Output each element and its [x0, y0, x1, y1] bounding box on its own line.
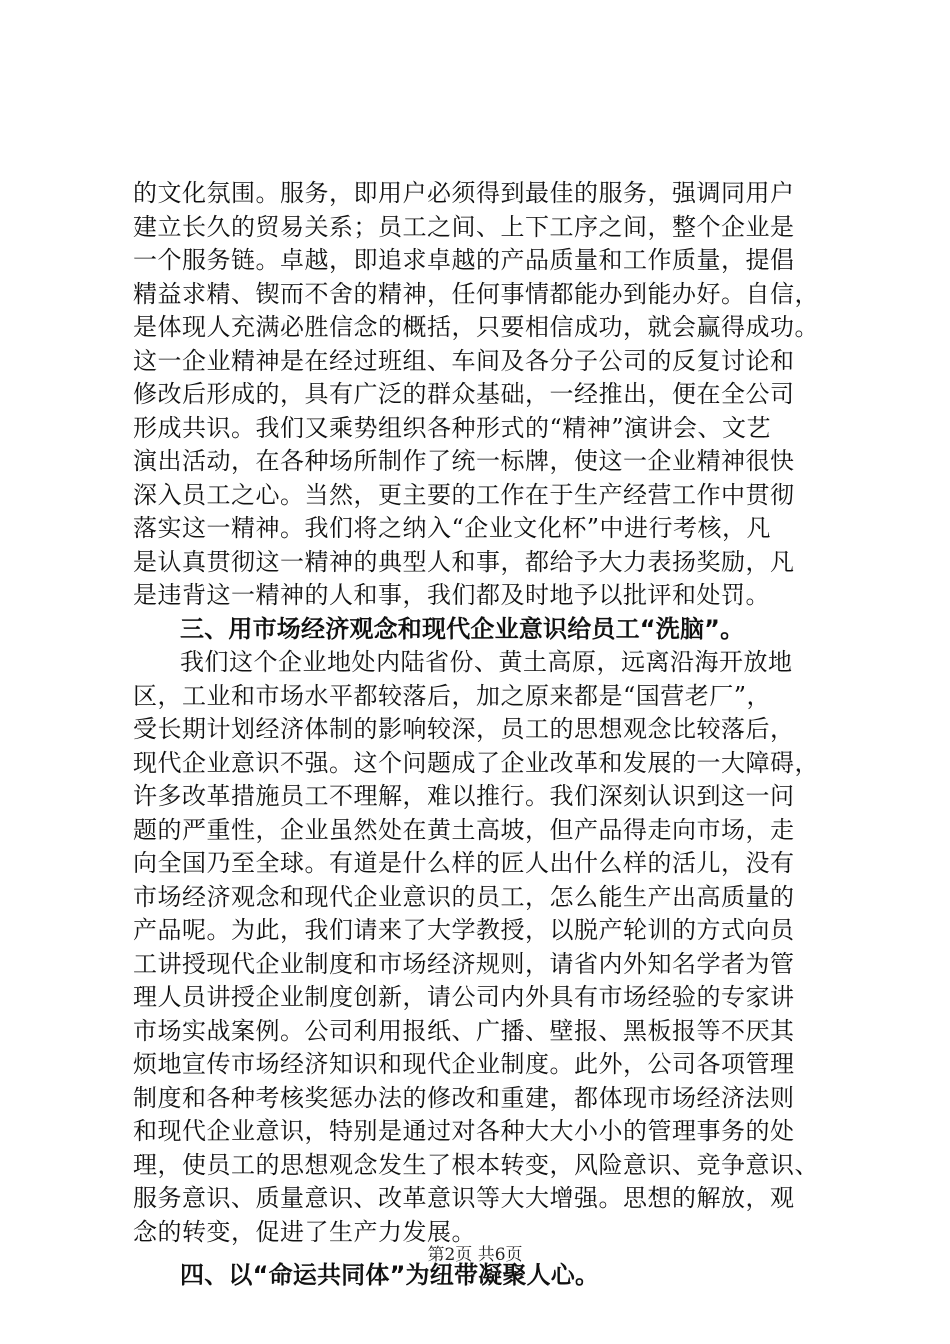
paragraph-first-line: 我们这个企业地处内陆省份、黄土高原，远离沿海开放地: [180, 648, 793, 676]
body-line: 的文化氛围。服务，即用户必须得到最佳的服务，强调同用户: [133, 179, 795, 207]
body-line: 产品呢。为此，我们请来了大学教授，以脱产轮训的方式向员: [133, 916, 795, 944]
body-line: 制度和各种考核奖惩办法的修改和重建，都体现市场经济法则: [133, 1083, 795, 1112]
section-heading-four: 四、以“命运共同体”为纽带凝聚人心。: [180, 1261, 600, 1289]
body-line: 市场实战案例。公司利用报纸、广播、壁报、黑板报等不厌其: [133, 1016, 795, 1045]
body-line: 建立长久的贸易关系；员工之间、上下工序之间，整个企业是: [133, 212, 795, 241]
body-line: 理，使员工的思想观念发生了根本转变，风险意识、竞争意识、: [133, 1150, 819, 1179]
body-line: 向全国乃至全球。有道是什么样的匠人出什么样的活儿，没有: [133, 849, 795, 877]
document-body: [133, 177, 853, 1293]
body-line: 是认真贯彻这一精神的典型人和事，都给予大力表扬奖励，凡: [133, 547, 795, 576]
page-number-footer: 第2页 共6页: [427, 1245, 523, 1265]
body-line: 烦地宣传市场经济知识和现代企业制度。此外，公司各项管理: [133, 1050, 795, 1078]
body-line: 深入员工之心。当然，更主要的工作在于生产经营工作中贯彻: [133, 480, 795, 509]
body-line: 一个服务链。卓越，即追求卓越的产品质量和工作质量，提倡: [133, 246, 795, 274]
body-line: 修改后形成的，具有广泛的群众基础，一经推出，便在全公司: [133, 380, 795, 408]
body-line: 工讲授现代企业制度和市场经济规则，请省内外知名学者为管: [133, 949, 795, 978]
body-line: 这一企业精神是在经过班组、车间及各分子公司的反复讨论和: [133, 346, 795, 375]
body-line: 是体现人充满必胜信念的概括，只要相信成功，就会赢得成功。: [133, 313, 819, 341]
section-heading-three: 三、用市场经济观念和现代企业意识给员工“洗脑”。: [180, 614, 745, 643]
body-line: 区，工业和市场水平都较落后，加之原来都是“国营老厂”，: [133, 681, 772, 710]
body-line: 是违背这一精神的人和事，我们都及时地予以批评和处罚。: [133, 581, 770, 609]
body-line: 服务意识、质量意识、改革意识等大大增强。思想的解放，观: [133, 1184, 795, 1212]
body-line: 精益求精、锲而不舍的精神，任何事情都能办到能办好。自信，: [133, 279, 819, 308]
body-line: 形成共识。我们又乘势组织各种形式的“精神”演讲会、文艺: [133, 413, 772, 442]
body-line: 理人员讲授企业制度创新，请公司内外具有市场经验的专家讲: [133, 983, 795, 1011]
body-line: 现代企业意识不强。这个问题成了企业改革和发展的一大障碍，: [133, 748, 819, 777]
body-line: 念的转变，促进了生产力发展。: [133, 1217, 476, 1246]
body-line: 落实这一精神。我们将之纳入“企业文化杯”中进行考核，凡: [133, 514, 772, 542]
body-line: 市场经济观念和现代企业意识的员工，怎么能生产出高质量的: [133, 882, 795, 911]
body-line: 题的严重性，企业虽然处在黄土高坡，但产品得走向市场，走: [133, 815, 795, 844]
body-line: 和现代企业意识，特别是通过对各种大大小小的管理事务的处: [133, 1117, 795, 1145]
body-line: 受长期计划经济体制的影响较深，员工的思想观念比较落后，: [133, 715, 795, 743]
body-line: 演出活动，在各种场所制作了统一标牌，使这一企业精神很快: [133, 447, 795, 475]
body-line: 许多改革措施员工不理解，难以推行。我们深刻认识到这一问: [133, 782, 795, 810]
